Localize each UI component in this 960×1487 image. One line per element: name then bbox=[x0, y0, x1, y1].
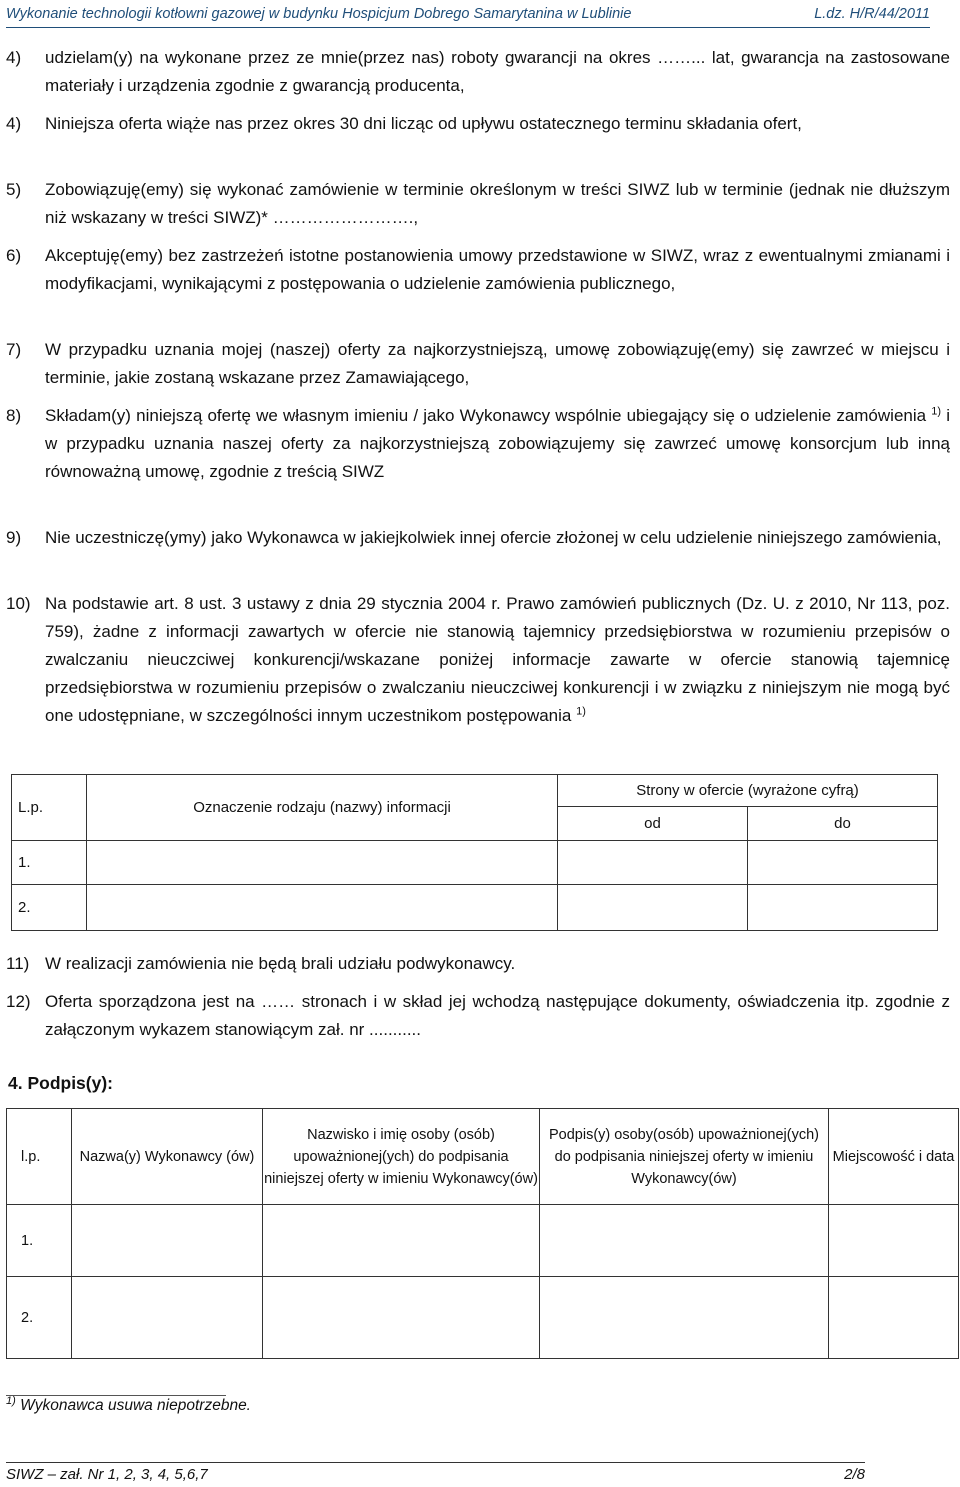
row-cell[interactable] bbox=[540, 1205, 829, 1277]
footnote bbox=[6, 1394, 251, 1415]
item-number: 4) bbox=[6, 48, 22, 67]
table-header-name: Oznaczenie rodzaju (nazwy) informacji bbox=[87, 775, 558, 841]
footnote-separator bbox=[6, 1395, 226, 1396]
table-row bbox=[12, 885, 938, 931]
page-header bbox=[6, 0, 930, 28]
item-text: Nie uczestniczę(ymy) jako Wykonawca w jakiejkolwiek innej ofercie złożonej w celu udzielenie niniejszego zamówienia, bbox=[45, 528, 942, 547]
item-text: W realizacji zamówienia nie będą brali udziału podwykonawcy. bbox=[45, 954, 516, 973]
list-item bbox=[6, 176, 950, 232]
row-cell[interactable] bbox=[540, 1277, 829, 1359]
list-item bbox=[6, 44, 950, 100]
list-item bbox=[6, 524, 950, 580]
row-cell[interactable] bbox=[747, 885, 937, 931]
item-text: Składam(y) niniejszą ofertę we własnym imieniu / jako Wykonawcy wspólnie ubiegający się o udzielenie zamówienia $^{1)}$ i w przypadku uznania naszej oferty za najkorzystniejszą zobowiązujemy się zawrzeć umowę konsorcjum lub inną równoważną umowę, zgodnie z treścią SIWZ bbox=[45, 405, 950, 481]
list-item bbox=[6, 242, 950, 326]
table-header-miejsce: Miejscowość i data bbox=[829, 1109, 959, 1205]
item-text: Na podstawie art. 8 ust. 3 ustawy z dnia 29 stycznia 2004 r. Prawo zamówień publicznych (Dz. U. z 2010, Nr 113, poz. 759), żadne z informacji zawartych w ofercie nie stanowią tajemnicy przedsiębiorstwa w rozumieniu przepisów o zwalczaniu nieuczciwej konkurencji/wskazane poniżej informacje zawarte w ofercie stanowią tajemnicę przedsiębiorstwa w rozumieniu przepisów o zwalczaniu nieuczciwej konkurencji i w związku z niniejszym nie mogą być one udostępniane, w szczególności innym uczestnikom postępowania $^{1)}$ bbox=[45, 594, 950, 725]
row-cell[interactable] bbox=[263, 1205, 540, 1277]
item-number: 6) bbox=[6, 246, 22, 265]
item-text: Oferta sporządzona jest na …… stronach i w skład jej wchodzą następujące dokumenty, oświadczenia itp. zgodnie z załączonym wykazem stanowiącym zał. nr ........... bbox=[45, 992, 950, 1039]
footnote-text: Wykonawca usuwa niepotrzebne. bbox=[15, 1397, 251, 1414]
footnote-ref: 1) bbox=[576, 705, 586, 718]
footnote-ref: 1) bbox=[931, 405, 942, 418]
row-cell[interactable] bbox=[747, 841, 937, 885]
page-footer bbox=[6, 1462, 865, 1485]
row-cell[interactable] bbox=[558, 841, 748, 885]
table-row bbox=[12, 841, 938, 885]
table-header-do: do bbox=[747, 807, 937, 841]
item-text: W przypadku uznania mojej (naszej) oferty za najkorzystniejszą, umowę zobowiązuję(emy) się zawrzeć w miejscu i terminie, jakie zostaną wskazane przez Zamawiającego, bbox=[45, 340, 950, 387]
row-number: 1. bbox=[7, 1205, 72, 1277]
table-header-wykonawca: Nazwa(y) Wykonawcy (ów) bbox=[72, 1109, 263, 1205]
row-cell[interactable] bbox=[72, 1277, 263, 1359]
list-item bbox=[6, 110, 950, 166]
item-number: 4) bbox=[6, 114, 22, 133]
item-text: Zobowiązuję(emy) się wykonać zamówienie w terminie określonym w treści SIWZ lub w terminie (jednak nie dłuższym niż wskazany w treści SIWZ)* ……………………., bbox=[45, 180, 950, 227]
item-number: 5) bbox=[6, 180, 22, 199]
header-title: Wykonanie technologii kotłowni gazowej w budynku Hospicjum Dobrego Samarytanina w Lublinie bbox=[6, 5, 632, 22]
row-number: 2. bbox=[12, 885, 87, 931]
item-text: Akceptuję(emy) bez zastrzeżeń istotne postanowienia umowy przedstawione w SIWZ, wraz z ewentualnymi zmianami i modyfikacjami, wynikającymi z postępowania o udzielenie zamówienia publicznego, bbox=[45, 246, 950, 293]
row-cell[interactable] bbox=[558, 885, 748, 931]
item-text: udzielam(y) na wykonane przez ze mnie(przez nas) roboty gwarancji na okres ……... lat, gwarancja na zastosowane materiały i urządzenia zgodnie z gwarancją producenta, bbox=[45, 48, 950, 95]
table-header-lp: l.p. bbox=[7, 1109, 72, 1205]
page-number: 2/8 bbox=[844, 1465, 865, 1483]
item-number: 9) bbox=[6, 528, 22, 547]
footer-doc-ref: SIWZ – zał. Nr 1, 2, 3, 4, 5,6,7 bbox=[6, 1465, 208, 1483]
confidential-info-table bbox=[11, 774, 938, 931]
table-header-od: od bbox=[558, 807, 748, 841]
offer-statements bbox=[0, 44, 960, 758]
offer-statements-continued bbox=[0, 950, 960, 1044]
header-ref: L.dz. H/R/44/2011 bbox=[814, 5, 930, 22]
table-row bbox=[7, 1205, 959, 1277]
row-cell[interactable] bbox=[829, 1205, 959, 1277]
row-cell[interactable] bbox=[263, 1277, 540, 1359]
row-number: 2. bbox=[7, 1277, 72, 1359]
list-item bbox=[6, 402, 950, 514]
table-header-pages: Strony w ofercie (wyrażone cyfrą) bbox=[558, 775, 938, 807]
item-number: 8) bbox=[6, 406, 22, 425]
list-item bbox=[6, 590, 950, 758]
list-item bbox=[6, 336, 950, 392]
row-number: 1. bbox=[12, 841, 87, 885]
item-number: 7) bbox=[6, 340, 22, 359]
signatures-table bbox=[6, 1108, 959, 1359]
footnote-mark: 1) bbox=[6, 1394, 16, 1407]
item-number: 11) bbox=[6, 954, 30, 973]
item-number: 10) bbox=[6, 594, 31, 613]
list-item bbox=[6, 950, 950, 978]
row-cell[interactable] bbox=[72, 1205, 263, 1277]
section-heading: 4. Podpis(y): bbox=[8, 1073, 114, 1093]
row-cell[interactable] bbox=[87, 885, 558, 931]
table-header-lp: L.p. bbox=[12, 775, 87, 841]
table-header-osoba: Nazwisko i imię osoby (osób) upoważnionej(ych) do podpisania niniejszej oferty w imieniu Wykonawcy(ów) bbox=[263, 1109, 540, 1205]
item-text: Niniejsza oferta wiąże nas przez okres 30 dni licząc od upływu ostatecznego terminu składania ofert, bbox=[45, 114, 802, 133]
row-cell[interactable] bbox=[829, 1277, 959, 1359]
row-cell[interactable] bbox=[87, 841, 558, 885]
item-number: 12) bbox=[6, 992, 31, 1011]
table-row bbox=[7, 1277, 959, 1359]
list-item bbox=[6, 988, 950, 1044]
table-header-podpis: Podpis(y) osoby(osób) upoważnionej(ych) do podpisania niniejszej oferty w imieniu Wykonawcy(ów) bbox=[540, 1109, 829, 1205]
